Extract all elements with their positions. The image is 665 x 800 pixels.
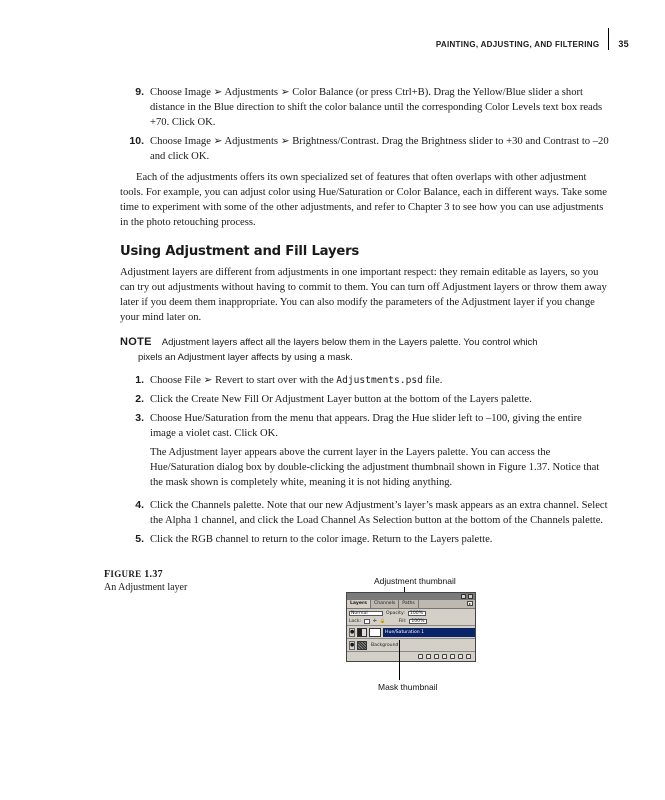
mask-thumbnail[interactable]	[369, 628, 381, 637]
layers-palette	[346, 592, 476, 662]
figure-label: FIGURE 1.37	[104, 569, 163, 580]
step-number: 9.	[135, 86, 144, 98]
step-2	[104, 392, 610, 407]
step-text: Click the RGB channel to return to the color image. Return to the Layers palette.	[150, 534, 493, 545]
lock-all-icon[interactable]: 🔒	[379, 618, 386, 624]
new-group-icon[interactable]	[450, 654, 455, 659]
layer-row-background[interactable]	[347, 638, 475, 651]
body-paragraph: Adjustment layers are different from adjustments in one important respect: they remain editable as layers, so you can try out adjustments without having to commit to them. You can turn off Adjustment layers or throw them away later if you deem them inappropriate. You can also modify the parameters of the Adjustment layer if you change your mind later on.	[120, 267, 607, 323]
palette-menu-icon[interactable]: ▸	[468, 601, 471, 606]
fill-label: Fill:	[398, 618, 407, 624]
step-text: file.	[422, 375, 443, 386]
step-text: Choose Image ➢ Adjustments ➢ Color Balance (or press Ctrl+B). Drag the Yellow/Blue slider a short distance in the Blue direction to shift the color balance until the corresponding Color Levels text box reads +70. Click OK.	[150, 87, 603, 128]
step-5	[104, 532, 610, 547]
fill-input[interactable]: 100%	[409, 619, 427, 624]
step-10	[104, 134, 610, 164]
step-3-detail: The Adjustment layer appears above the current layer in the Layers palette. You can access the Hue/Saturation dialog box by double-clicking the adjustment thumbnail shown in Figure 1.37. Notice that the mask shown is completely white, meaning it is not hiding anything.	[150, 447, 600, 488]
running-head: PAINTING, ADJUSTING, AND FILTERING	[435, 39, 600, 49]
step-3	[104, 411, 610, 441]
callout-mask-thumbnail: Mask thumbnail	[378, 682, 438, 692]
step-9	[104, 85, 610, 130]
figure-caption-text: An Adjustment layer	[104, 582, 188, 593]
new-layer-icon[interactable]	[458, 654, 463, 659]
step-text: Choose Image ➢ Adjustments ➢ Brightness/Contrast. Drag the Brightness slider to +30 and Contrast to –20 and click OK.	[150, 136, 609, 162]
note-text: Adjustment layers affect all the layers below them in the Layers palette. You control which	[161, 337, 538, 348]
link-icon[interactable]	[418, 654, 423, 659]
layer-name: Background	[371, 642, 399, 648]
section-heading: Using Adjustment and Fill Layers	[120, 244, 360, 259]
layer-name: Hue/Saturation 1	[383, 628, 475, 637]
blend-row	[347, 609, 475, 617]
figure-caption	[104, 568, 187, 594]
trash-icon[interactable]	[466, 654, 471, 659]
visibility-eye-icon[interactable]: ●	[350, 641, 355, 648]
opacity-input[interactable]: 100%	[408, 611, 426, 616]
palette-tabs	[347, 600, 475, 609]
close-icon[interactable]	[468, 594, 473, 599]
layer-row-hue-saturation[interactable]	[347, 625, 475, 638]
body-paragraph: Each of the adjustments offers its own specialized set of features that often overlaps with other adjustment tools. For example, you can adjust color using Hue/Saturation or Color Balance, each in different ways. Take some time to experiment with some of the other adjustments, and refer to Chapter 3 to see how you can use adjustments in the photo retouching process.	[120, 172, 607, 228]
step-number: 10.	[129, 135, 144, 147]
step-text: Choose File ➢ Revert to start over with the	[150, 375, 337, 386]
step-4	[104, 498, 610, 528]
lock-label: Lock:	[349, 618, 362, 624]
layer-style-icon[interactable]	[426, 654, 431, 659]
add-mask-icon[interactable]	[434, 654, 439, 659]
visibility-eye-icon[interactable]: ●	[350, 628, 355, 635]
page-number: 35	[618, 39, 629, 49]
step-number: 4.	[135, 499, 144, 511]
step-text: Click the Create New Fill Or Adjustment Layer button at the bottom of the Layers palette.	[150, 394, 532, 405]
lock-transparency-icon[interactable]	[364, 619, 370, 624]
header-divider	[608, 28, 609, 50]
opacity-label: Opacity:	[386, 610, 405, 616]
background-thumbnail[interactable]	[357, 641, 367, 650]
step-1	[104, 373, 610, 388]
lock-position-icon[interactable]: ✛	[373, 618, 377, 624]
lock-row	[347, 617, 475, 625]
note-block	[120, 335, 610, 365]
tab-paths[interactable]: Paths	[399, 600, 419, 608]
step-number: 3.	[135, 412, 144, 424]
blend-mode-select[interactable]: Normal	[349, 611, 383, 616]
step-number: 5.	[135, 533, 144, 545]
minimize-icon[interactable]	[461, 594, 466, 599]
tab-layers[interactable]: Layers	[347, 600, 371, 608]
step-text: Choose Hue/Saturation from the menu that appears. Drag the Hue slider left to –100, giving the entire image a violet cast. Click OK.	[150, 413, 582, 439]
new-fill-adjustment-layer-icon[interactable]	[442, 654, 447, 659]
note-text-continued: pixels an Adjustment layer affects by using a mask.	[138, 352, 353, 363]
adjustment-thumbnail[interactable]	[357, 628, 367, 637]
palette-footer	[347, 651, 475, 660]
note-label: NOTE	[120, 336, 152, 348]
step-number: 1.	[135, 374, 144, 386]
palette-titlebar	[347, 593, 475, 600]
page-body	[104, 85, 610, 551]
tab-channels[interactable]: Channels	[371, 600, 399, 608]
step-number: 2.	[135, 393, 144, 405]
file-name: Adjustments.psd	[336, 375, 423, 386]
callout-line	[399, 640, 400, 680]
step-text: Click the Channels palette. Note that our new Adjustment’s layer’s mask appears as an extra channel. Select the Alpha 1 channel, and click the Load Channel As Selection button at the bottom of the Channels palette.	[150, 500, 608, 526]
callout-adjustment-thumbnail: Adjustment thumbnail	[374, 576, 456, 586]
page-header	[436, 38, 629, 50]
